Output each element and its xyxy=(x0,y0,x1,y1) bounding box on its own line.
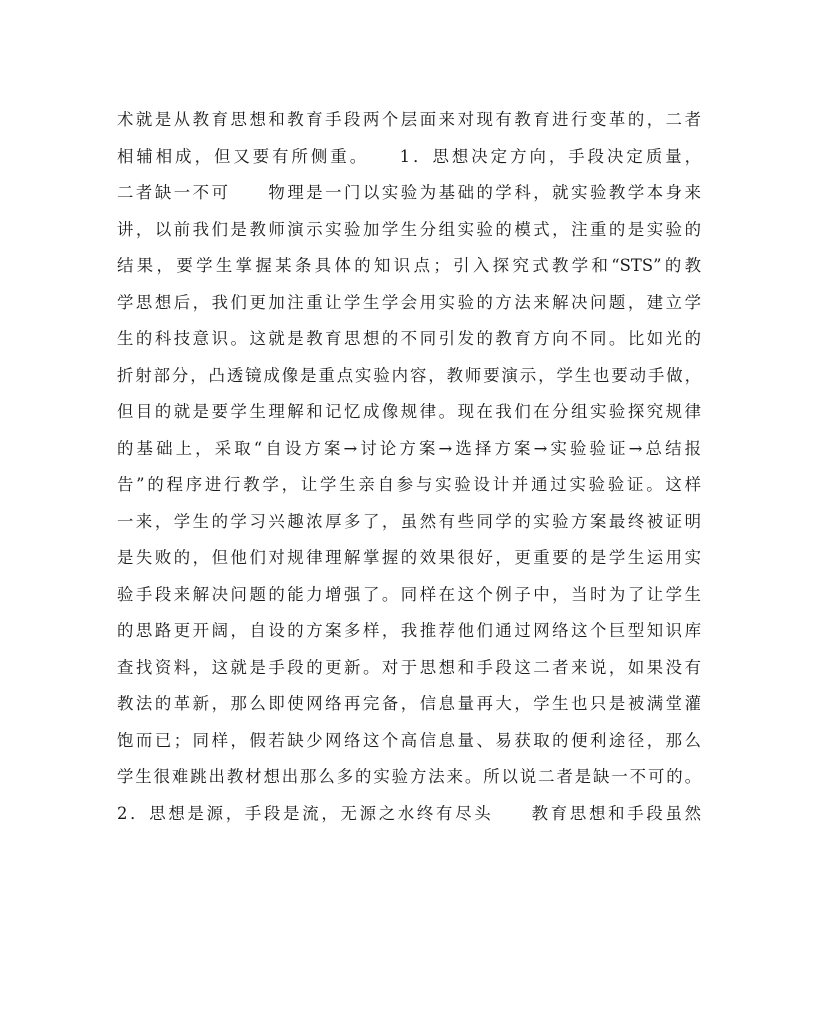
text-line: 讲，以前我们是教师演示实验加学生分组实验的模式，注重的是实验的 xyxy=(117,219,701,239)
text-line: 二者缺一不可 物理是一门以实验为基础的学科，就实验教学本身来 xyxy=(117,183,701,202)
text-line: 生的科技意识。这就是教育思想的不同引发的教育方向不同。比如光的 xyxy=(117,329,701,348)
text-line: 告”的程序进行教学，让学生亲自参与实验设计并通过实验验证。这样 xyxy=(117,475,701,494)
text-line: 但目的就是要学生理解和记忆成像规律。现在我们在分组实验探究规律 xyxy=(117,402,701,421)
text-line: 2．思想是源，手段是流，无源之水终有尽头 教育思想和手段虽然 xyxy=(117,803,701,823)
text-line: 学生很难跳出教材想出那么多的实验方法来。所以说二者是缺一不可的。 xyxy=(117,767,701,786)
text-line: 教法的革新，那么即使网络再完备，信息量再大，学生也只是被满堂灌 xyxy=(117,694,701,713)
text-line: 术就是从教育思想和教育手段两个层面来对现有教育进行变革的，二者 xyxy=(117,110,701,129)
text-line: 结果，要学生掌握某条具体的知识点；引入探究式教学和“STS”的教 xyxy=(117,256,701,275)
text-line: 饱而已；同样，假若缺少网络这个高信息量、易获取的便利途径，那么 xyxy=(117,730,701,750)
body-text xyxy=(117,102,701,832)
text-line: 验手段来解决问题的能力增强了。同样在这个例子中，当时为了让学生 xyxy=(117,584,701,604)
text-line: 相辅相成，但又要有所侧重。 1．思想决定方向，手段决定质量， xyxy=(117,146,701,166)
text-line: 查找资料，这就是手段的更新。对于思想和手段这二者来说，如果没有 xyxy=(117,657,701,677)
text-line: 学思想后，我们更加注重让学生学会用实验的方法来解决问题，建立学 xyxy=(117,292,701,312)
text-line: 的思路更开阔，自设的方案多样，我推荐他们通过网络这个巨型知识库 xyxy=(117,621,701,640)
text-line: 是失败的，但他们对规律理解掌握的效果很好，更重要的是学生运用实 xyxy=(117,548,701,567)
text-line: 的基础上，采取“自设方案→讨论方案→选择方案→实验验证→总结报 xyxy=(117,438,701,458)
text-line: 一来，学生的学习兴趣浓厚多了，虽然有些同学的实验方案最终被证明 xyxy=(117,511,701,531)
text-line: 折射部分，凸透镜成像是重点实验内容，教师要演示，学生也要动手做， xyxy=(117,365,701,385)
